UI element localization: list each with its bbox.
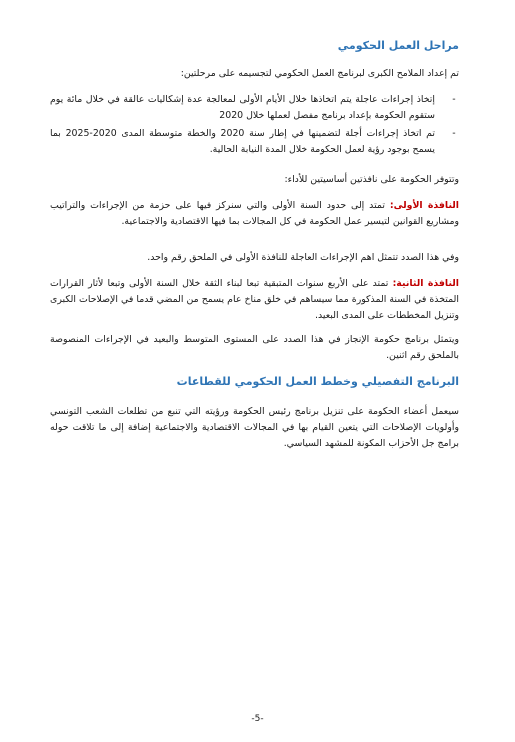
first-window-label: النافذة الأولى: — [389, 200, 460, 211]
bullet-item-urgent-measures: إتخاذ إجراءات عاجلة يتم اتخاذها خلال الأيام الأولى لمعالجة عدة إشكاليات عالقة في خلال مائة يوم ستقوم الحكومة بإعداد برنامج مفصل لعملها خلال 2020 — [50, 94, 435, 121]
bullet-item-deferred-measures: تم اتخاذ إجراءات أجلة لتضمينها في إطار سنة 2020 والخطة متوسطة المدى 2020-2025 بما يسمح بوجود رؤية لعمل الحكومة خلال المدة النيابة الحالية. — [50, 128, 435, 155]
intro-paragraph: تم إعداد الملامح الكبرى لبرنامج العمل الحكومي لتجسيمه على مرحلتين: — [180, 68, 459, 79]
second-window-text: تمتد على الأربع سنوات المتبقية تبعا لبناء الثقة خلال السنة الأولى وتبعا لأثار القرارات المتخذة في السنة المذكورة مما سيساهم في خلق مناخ عام يسمح من المضي قدما في الإصلاحات الكبرى وتنزيل المخططات على المدى البعيد. — [50, 278, 459, 321]
bullet-marker: - — [452, 128, 456, 139]
page-number: -5- — [251, 714, 264, 724]
windows-intro-paragraph: وتتوفر الحكومة على نافذتين أساسيتين للأداء: — [284, 174, 459, 185]
sector-programs-paragraph: سيعمل أعضاء الحكومة على تنزيل برنامج رئيس الحكومة ورؤيته التي تنبع من تطلعات الشعب التونسي وأولويات الإصلاحات التي يتعين القيام بها في المجالات الاقتصادية والاجتماعية إضافة إلى ما تلاقت حوله برامج جل الأحزاب المكونة للمشهد السياسي. — [50, 406, 459, 449]
annex-two-paragraph: ويتمثل برنامج حكومة الإنجاز في هذا الصدد على المستوى المتوسط والبعيد في الإجراءات المنصوصة بالملحق رقم اثنين. — [50, 334, 459, 361]
first-window-text: تمتد إلى حدود السنة الأولى والتي سنركز فيها على حزمة من الإجراءات والتراتيب ومشاريع القوانين لتيسير عمل الحكومة في كل المجالات بما فيها الاقتصادية والاجتماعية. — [50, 200, 459, 227]
first-window-paragraph — [50, 198, 459, 230]
section-heading-sector-programs: البرنامج التفصيلي وخطط العمل الحكومي للقطاعات — [176, 375, 459, 388]
bullet-marker: - — [452, 94, 456, 105]
annex-one-paragraph: وفي هذا الصدد تتمثل اهم الإجراءات العاجلة للنافذة الأولى في الملحق رقم واحد. — [147, 252, 459, 263]
second-window-label: النافذة الثانية: — [392, 278, 460, 289]
section-heading-stages: مراحل العمل الحكومي — [337, 39, 459, 52]
second-window-paragraph — [50, 276, 459, 324]
